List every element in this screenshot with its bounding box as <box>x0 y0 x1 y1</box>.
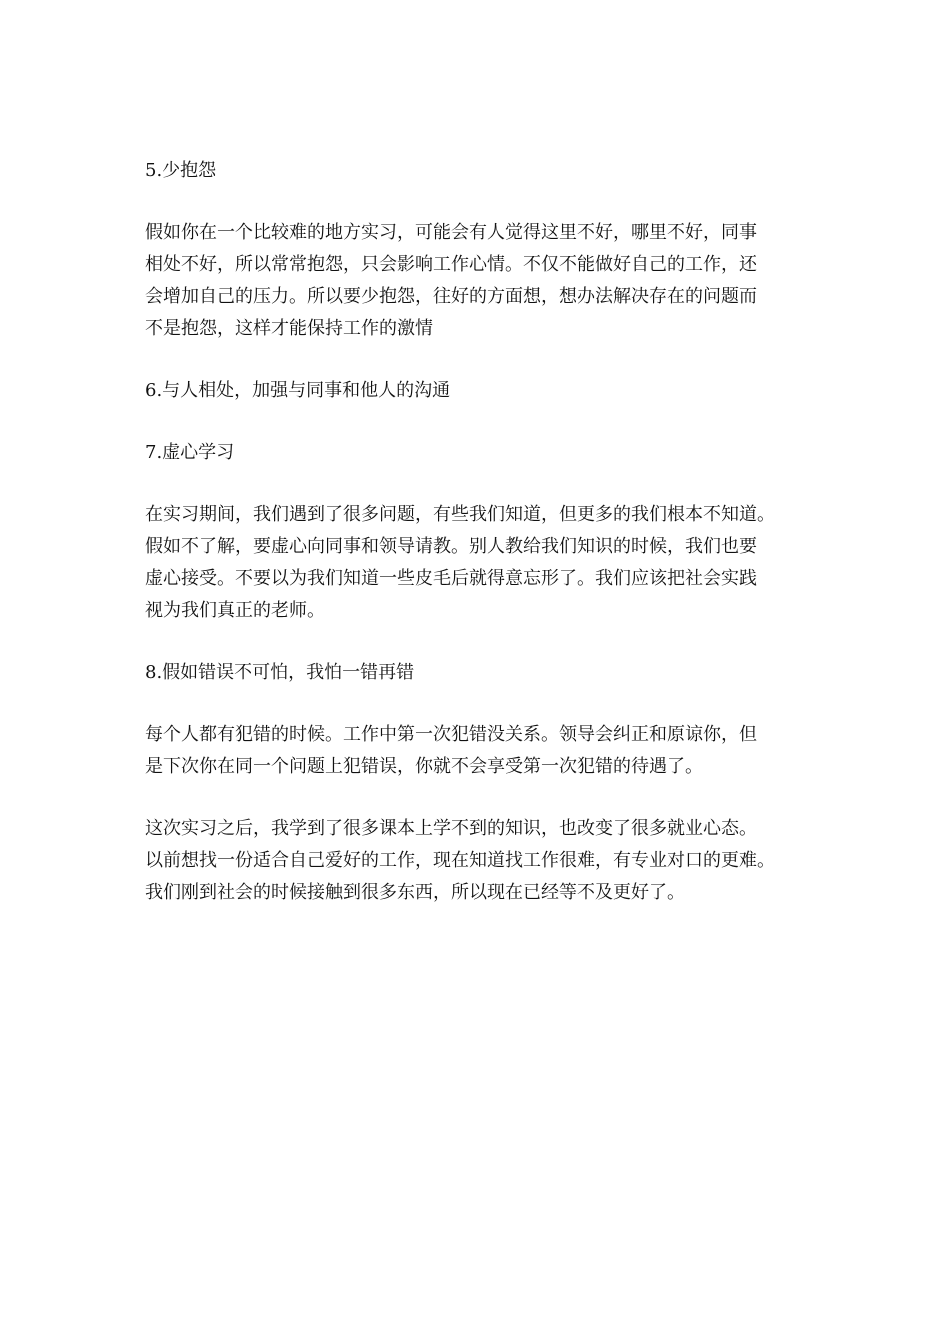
paragraph-line: 虚心接受。不要以为我们知道一些皮毛后就得意忘形了。我们应该把社会实践 <box>145 568 757 589</box>
paragraph-learn-humbly <box>145 499 815 627</box>
paragraph-line: 以前想找一份适合自己爱好的工作，现在知道找工作很难，有专业对口的更难。 <box>145 850 775 871</box>
section-heading-7: 7.虚心学习 <box>145 442 235 463</box>
paragraph-line: 相处不好，所以常常抱怨，只会影响工作心情。不仅不能做好自己的工作，还 <box>145 254 757 275</box>
paragraph-mistakes <box>145 719 815 783</box>
paragraph-line: 在实习期间，我们遇到了很多问题，有些我们知道，但更多的我们根本不知道。 <box>145 504 775 525</box>
paragraph-line: 假如不了解，要虚心向同事和领导请教。别人教给我们知识的时候，我们也要 <box>145 536 757 557</box>
paragraph-line: 每个人都有犯错的时候。工作中第一次犯错没关系。领导会纠正和原谅你，但 <box>145 724 757 745</box>
paragraph-complain-less <box>145 217 815 345</box>
paragraph-line: 会增加自己的压力。所以要少抱怨，往好的方面想，想办法解决存在的问题而 <box>145 286 757 307</box>
section-heading-6: 6.与人相处，加强与同事和他人的沟通 <box>145 380 451 401</box>
paragraph-line: 我们刚到社会的时候接触到很多东西，所以现在已经等不及更好了。 <box>145 882 685 903</box>
section-heading-8: 8.假如错误不可怕，我怕一错再错 <box>145 662 415 683</box>
document-body <box>145 155 815 939</box>
paragraph-line: 视为我们真正的老师。 <box>145 600 325 621</box>
paragraph-line: 这次实习之后，我学到了很多课本上学不到的知识，也改变了很多就业心态。 <box>145 818 757 839</box>
paragraph-line: 不是抱怨，这样才能保持工作的激情 <box>145 318 433 339</box>
paragraph-conclusion <box>145 813 815 909</box>
section-heading-5: 5.少抱怨 <box>145 160 217 181</box>
paragraph-line: 假如你在一个比较难的地方实习，可能会有人觉得这里不好，哪里不好，同事 <box>145 222 757 243</box>
paragraph-line: 是下次你在同一个问题上犯错误，你就不会享受第一次犯错的待遇了。 <box>145 756 703 777</box>
